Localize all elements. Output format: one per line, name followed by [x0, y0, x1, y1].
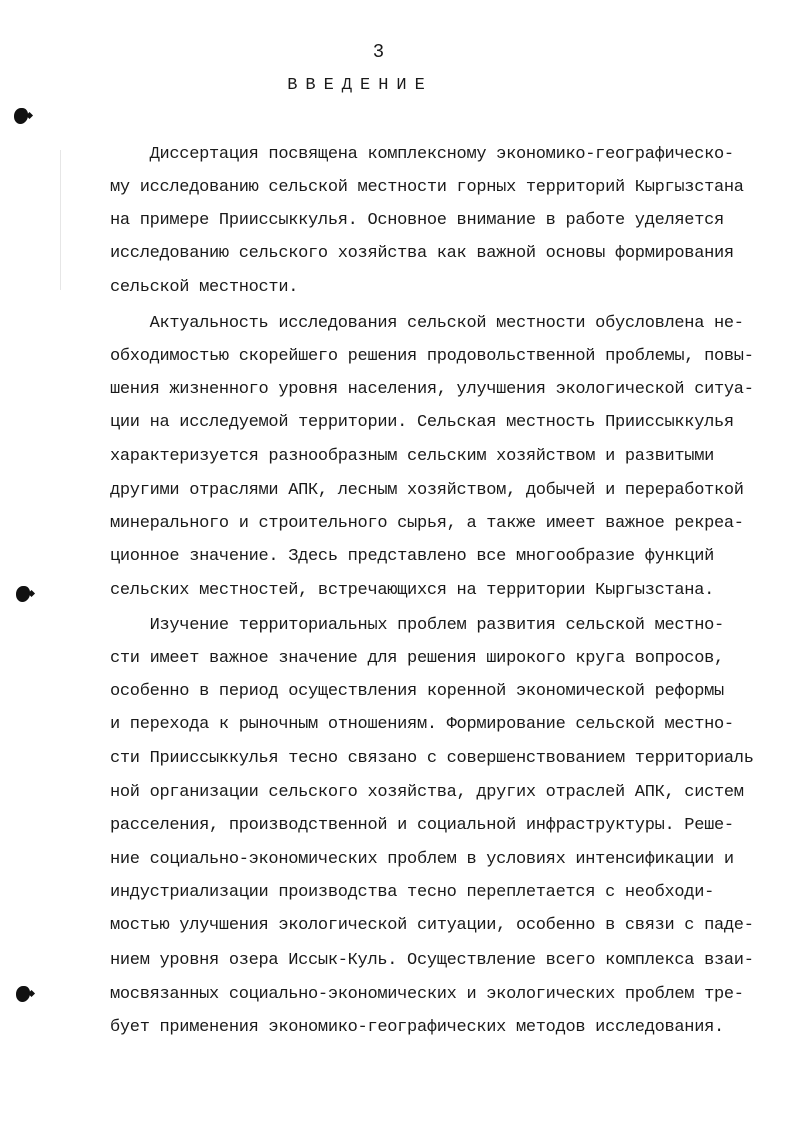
- text-line: обходимостью скорейшего решения продовольственной проблемы, повы-: [110, 347, 754, 366]
- text-line: ние социально-экономических проблем в условиях интенсификации и: [110, 850, 734, 869]
- text-line: на примере Прииссыккулья. Основное внимание в работе уделяется: [110, 211, 724, 230]
- text-line: индустриализации производства тесно переплетается с необходи-: [110, 883, 715, 902]
- text-line: му исследованию сельской местности горных территорий Кыргызстана: [110, 178, 744, 197]
- text-line: сельской местности.: [110, 278, 299, 297]
- text-line: Диссертация посвящена комплексному экономико-географическо-: [110, 145, 734, 164]
- text-line: сти имеет важное значение для решения широкого круга вопросов,: [110, 649, 724, 668]
- text-line: мосвязанных социально-экономических и экологических проблем тре-: [110, 985, 744, 1004]
- text-line: ционное значение. Здесь представлено все многообразие функций: [110, 547, 715, 566]
- text-line: нием уровня озера Иссык-Куль. Осуществление всего комплекса взаи-: [110, 951, 754, 970]
- text-line: ции на исследуемой территории. Сельская местность Прииссыккулья: [110, 413, 734, 432]
- text-line: ной организации сельского хозяйства, других отраслей АПК, систем: [110, 783, 744, 802]
- text-line: исследованию сельского хозяйства как важной основы формирования: [110, 244, 734, 263]
- text-line: сти Прииссыккулья тесно связано с совершенствованием территориаль: [110, 749, 754, 768]
- section-heading: ВВЕДЕНИЕ: [287, 76, 433, 95]
- text-line: Изучение территориальных проблем развития сельской местно-: [110, 616, 724, 635]
- text-line: шения жизненного уровня населения, улучшения экологической ситуа-: [110, 380, 754, 399]
- text-line: минерального и строительного сырья, а также имеет важное рекреа-: [110, 514, 744, 533]
- binder-punch-mark: [16, 986, 30, 1002]
- text-line: другими отраслями АПК, лесным хозяйством, добычей и переработкой: [110, 481, 744, 500]
- margin-scan-mark: [60, 150, 61, 290]
- binder-punch-mark: [16, 586, 30, 602]
- page-number: 3: [372, 41, 385, 63]
- text-line: и перехода к рыночным отношениям. Формирование сельской местно-: [110, 715, 734, 734]
- binder-punch-mark: [14, 108, 28, 124]
- text-line: мостью улучшения экологической ситуации, особенно в связи с паде-: [110, 916, 754, 935]
- text-line: расселения, производственной и социальной инфраструктуры. Реше-: [110, 816, 734, 835]
- text-line: особенно в период осуществления коренной экономической реформы: [110, 682, 724, 701]
- text-line: бует применения экономико-географических методов исследования.: [110, 1018, 724, 1037]
- text-line: Актуальность исследования сельской местности обусловлена не-: [110, 314, 744, 333]
- text-line: сельских местностей, встречающихся на территории Кыргызстана.: [110, 581, 715, 600]
- text-line: характеризуется разнообразным сельским хозяйством и развитыми: [110, 447, 715, 466]
